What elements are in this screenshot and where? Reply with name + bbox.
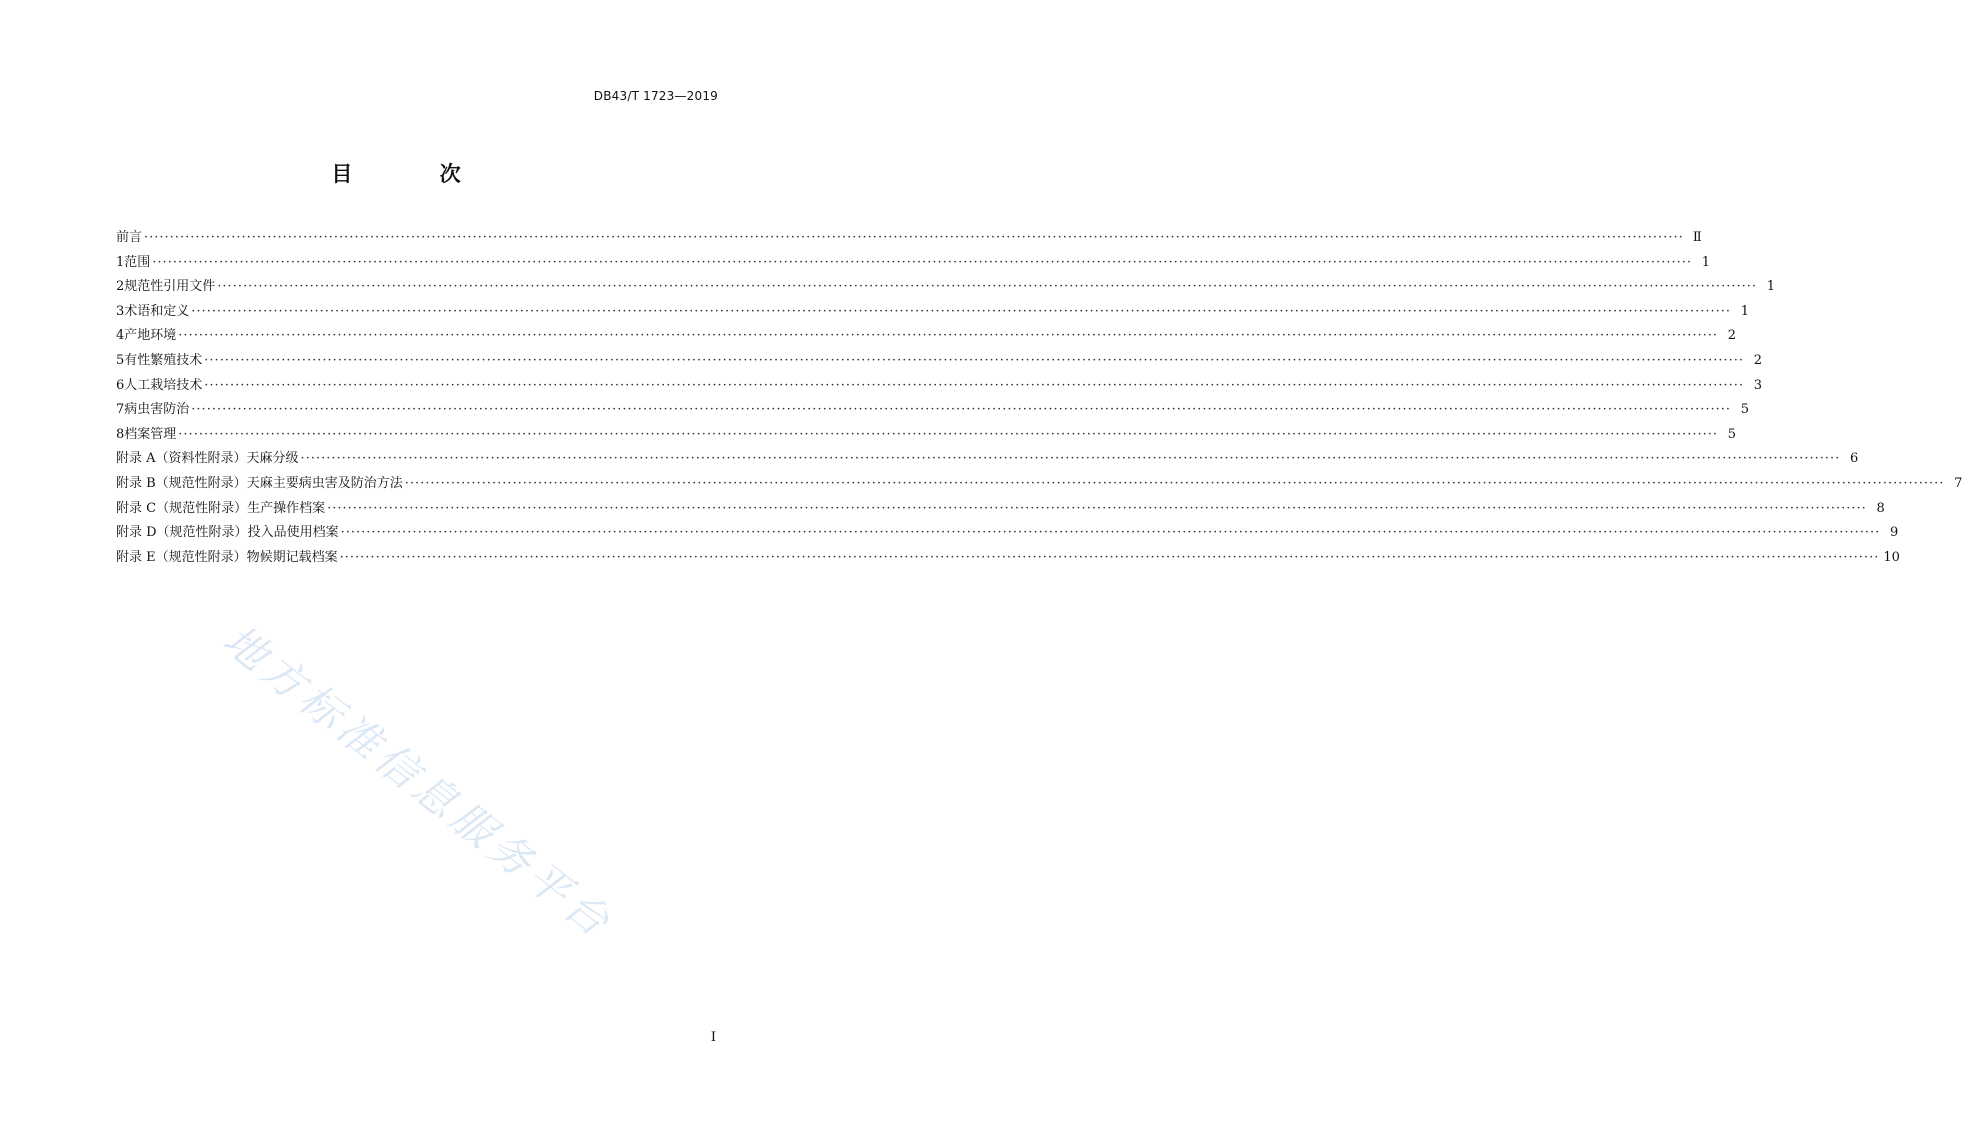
toc-entry-appendix: 附录 B（规范性附录） [116, 475, 247, 491]
toc-dot-leader: ············································································································································································································································································································ [191, 303, 1731, 319]
toc-entry-number: 7 [116, 402, 125, 418]
toc-entry[interactable] [116, 546, 1900, 571]
toc-entry-label: 物候期记载档案 [246, 549, 338, 565]
toc-entry-label: 前言 [116, 230, 143, 245]
toc-entry-label: 天麻分级 [246, 451, 299, 467]
toc-entry-number: 8 [116, 426, 125, 442]
document-code: DB43/T 1723—2019 [593, 89, 718, 103]
toc-dot-leader: ············································································································································································································································································································ [339, 549, 1880, 565]
toc-dot-leader: ············································································································································································································································································································ [340, 525, 1881, 541]
toc-dot-leader: ············································································································································································································································································································ [152, 254, 1692, 270]
toc-dot-leader: ············································································································································································································································································································ [144, 230, 1684, 245]
toc-entry-label: 生产操作档案 [247, 500, 326, 516]
toc-entry-label: 产地环境 [124, 328, 177, 344]
toc-entry-label: 病虫害防治 [124, 402, 190, 418]
toc-dot-leader: ············································································································································································································································································································ [300, 451, 1841, 467]
toc-entry-label: 范围 [124, 254, 151, 270]
toc-entry-number: 1 [116, 254, 125, 270]
toc-entry-page: 1 [1766, 279, 1775, 295]
toc-entry-number: 5 [116, 352, 125, 368]
toc-entry-label: 档案管理 [124, 426, 177, 442]
toc-entry[interactable] [116, 226, 1702, 251]
toc-entry[interactable] [116, 349, 1762, 374]
toc-entry-appendix: 附录 C（规范性附录） [116, 500, 248, 516]
toc-entry[interactable] [116, 398, 1749, 423]
toc-entry-page: 1 [1740, 303, 1749, 319]
toc-entry-number: 6 [116, 377, 125, 393]
toc-entry-page: 7 [1954, 475, 1962, 491]
toc-entry[interactable] [116, 275, 1775, 300]
toc-dot-leader: ············································································································································································································································································································ [178, 426, 1718, 442]
toc-entry-page: 2 [1727, 328, 1736, 344]
table-of-contents [116, 226, 1962, 570]
footer-page-number: I [710, 1030, 716, 1045]
toc-entry-number: 2 [116, 279, 125, 295]
toc-entry-label: 规范性引用文件 [124, 279, 216, 295]
toc-entry[interactable] [116, 472, 1962, 497]
page-title: 目 次 [331, 162, 501, 186]
toc-entry-number: 4 [116, 328, 125, 344]
toc-entry-page: 1 [1701, 254, 1710, 270]
toc-entry-page: 8 [1876, 500, 1885, 516]
toc-entry-appendix: 附录 A（资料性附录） [116, 451, 247, 467]
toc-entry-page: 6 [1849, 451, 1859, 467]
toc-entry-page: 5 [1727, 426, 1736, 442]
toc-dot-leader: ············································································································································································································································································································ [178, 328, 1718, 344]
toc-dot-leader: ············································································································································································································································································································ [191, 402, 1731, 418]
toc-entry-page: 2 [1753, 352, 1762, 368]
toc-entry[interactable] [116, 423, 1736, 448]
toc-dot-leader: ············································································································································································································································································································ [404, 475, 1945, 491]
toc-entry-label: 有性繁殖技术 [124, 352, 203, 368]
toc-dot-leader: ············································································································································································································································································································ [204, 377, 1744, 393]
toc-entry-page: Ⅱ [1692, 230, 1702, 245]
watermark: 地方标准信息服务平台 [214, 614, 623, 950]
toc-entry[interactable] [116, 374, 1762, 399]
toc-entry-page: 10 [1883, 549, 1900, 565]
toc-entry[interactable] [116, 324, 1736, 349]
toc-entry[interactable] [116, 497, 1885, 522]
toc-entry-page: 9 [1890, 525, 1899, 541]
toc-dot-leader: ············································································································································································································································································································ [204, 352, 1744, 368]
toc-entry[interactable] [116, 521, 1899, 546]
toc-dot-leader: ············································································································································································································································································································ [327, 500, 1867, 516]
toc-entry-appendix: 附录 D（规范性附录） [116, 525, 248, 541]
toc-dot-leader: ············································································································································································································································································································ [217, 279, 1757, 295]
toc-entry-number: 3 [116, 303, 125, 319]
toc-entry[interactable] [116, 300, 1749, 325]
toc-entry-appendix: 附录 E（规范性附录） [116, 549, 247, 565]
toc-entry-page: 3 [1753, 377, 1762, 393]
toc-entry[interactable] [116, 251, 1710, 276]
toc-entry-label: 术语和定义 [124, 303, 190, 319]
toc-entry[interactable] [116, 447, 1859, 472]
toc-entry-label: 投入品使用档案 [247, 525, 339, 541]
toc-entry-page: 5 [1740, 402, 1749, 418]
toc-entry-label: 人工栽培技术 [124, 377, 203, 393]
toc-entry-label: 天麻主要病虫害及防治方法 [246, 475, 403, 491]
